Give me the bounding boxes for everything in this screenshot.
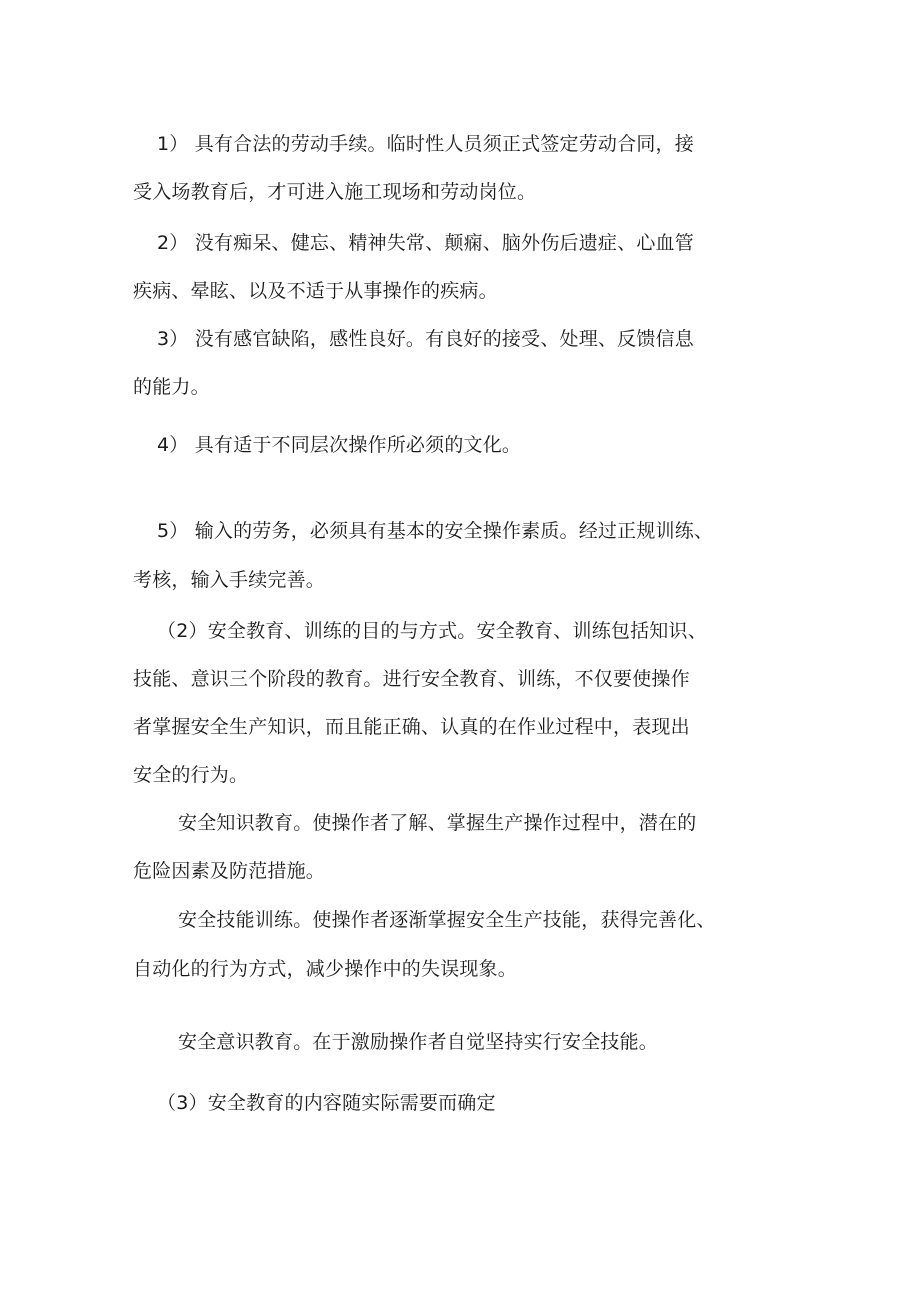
item-3-line-1: 3） 没有感官缺陷，感性良好。有良好的接受、处理、反馈信息 <box>157 328 694 350</box>
knowledge-paragraph-line-2: 危险因素及防范措施。 <box>133 860 326 882</box>
section-2-line-3: 者掌握安全生产知识，而且能正确、认真的在作业过程中，表现出 <box>133 716 690 738</box>
section-3-heading: （3）安全教育的内容随实际需要而确定 <box>157 1092 496 1114</box>
skill-paragraph-line-2: 自动化的行为方式，减少操作中的失误现象。 <box>133 958 518 980</box>
item-4-line-1: 4） 具有适于不同层次操作所必须的文化。 <box>157 434 522 456</box>
item-1-line-1: 1） 具有合法的劳动手续。临时性人员须正式签定劳动合同，接 <box>157 133 694 155</box>
section-2-line-4: 安全的行为。 <box>133 764 249 786</box>
item-1-line-2: 受入场教育后，才可进入施工现场和劳动岗位。 <box>133 181 537 203</box>
awareness-paragraph: 安全意识教育。在于激励操作者自觉坚持实行安全技能。 <box>178 1031 659 1053</box>
item-2-line-1: 2） 没有痴呆、健忘、精神失常、颠痫、脑外伤后遗症、心血管 <box>157 232 694 254</box>
knowledge-paragraph-line-1: 安全知识教育。使操作者了解、掌握生产操作过程中，潜在的 <box>178 812 697 834</box>
item-3-line-2: 的能力。 <box>133 376 210 398</box>
section-2-line-2: 技能、意识三个阶段的教育。进行安全教育、训练，不仅要使操作 <box>133 668 690 690</box>
item-2-line-2: 疾病、晕眩、以及不适于从事操作的疾病。 <box>133 280 498 302</box>
item-5-line-2: 考核，输入手续完善。 <box>133 569 326 591</box>
section-2-line-1: （2）安全教育、训练的目的与方式。安全教育、训练包括知识、 <box>157 620 707 642</box>
item-5-line-1: 5） 输入的劳务，必须具有基本的安全操作素质。经过正规训练、 <box>157 520 714 542</box>
skill-paragraph-line-1: 安全技能训练。使操作者逐渐掌握安全生产技能，获得完善化、 <box>178 909 716 931</box>
